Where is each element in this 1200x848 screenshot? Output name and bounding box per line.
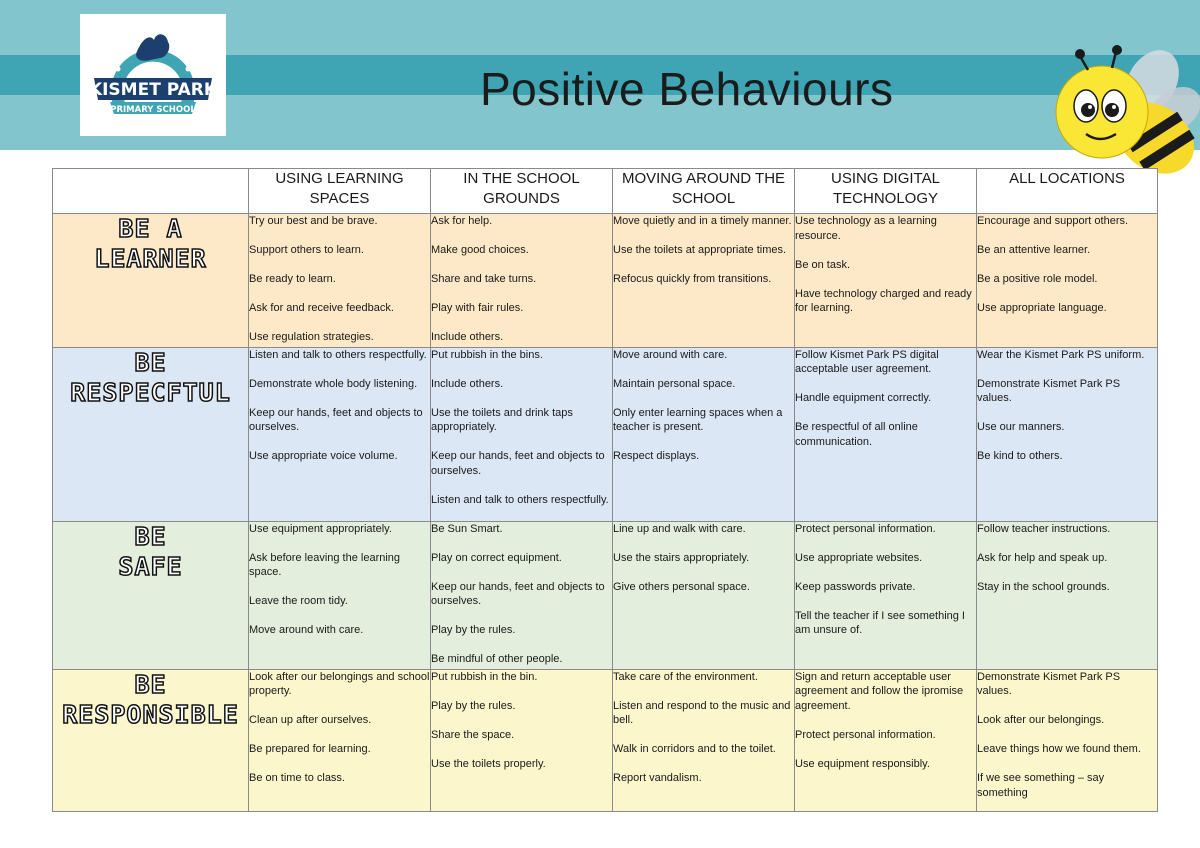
cell-item: Use regulation strategies. <box>249 331 374 343</box>
cell-item: Use appropriate websites. <box>795 551 923 564</box>
cell-item: Listen and talk to others respectfully. <box>249 348 427 361</box>
matrix-cell <box>249 214 431 348</box>
row-label <box>53 347 249 521</box>
row-label-line1: BE <box>134 521 167 551</box>
column-header: IN THE SCHOOL GROUNDS <box>431 169 613 214</box>
row-label <box>53 521 249 669</box>
matrix-cell <box>249 521 431 669</box>
cell-item: Give others personal space. <box>613 580 750 593</box>
column-header: USING LEARNING SPACES <box>249 169 431 214</box>
cell-item: Encourage and support others. <box>977 215 1129 227</box>
corner-cell <box>53 169 249 214</box>
cell-item: Refocus quickly from transitions. <box>613 273 772 285</box>
cell-item: Use appropriate voice volume. <box>249 450 398 462</box>
bee-illustration <box>1030 38 1200 178</box>
cell-item: Make good choices. <box>431 244 529 256</box>
cell-item: Use the toilets properly. <box>431 757 546 770</box>
cell-item: Put rubbish in the bin. <box>431 670 538 683</box>
cell-item: Use appropriate language. <box>977 302 1107 314</box>
cell-item: Be Sun Smart. <box>431 522 503 535</box>
cell-item: If we see something – say something <box>977 772 1105 799</box>
cell-item: Be a positive role model. <box>977 273 1098 285</box>
row-safe <box>53 521 1158 669</box>
cell-item: Report vandalism. <box>613 772 702 784</box>
cell-item: Be ready to learn. <box>249 273 336 285</box>
cell-item: Ask before leaving the learning space. <box>249 551 401 578</box>
cell-item: Use the toilets at appropriate times. <box>613 244 787 256</box>
cell-item: Move around with care. <box>249 624 364 636</box>
cell-item: Keep our hands, feet and objects to ourselves. <box>431 580 605 607</box>
cell-item: Include others. <box>431 331 504 343</box>
cell-item: Leave the room tidy. <box>249 595 348 607</box>
cell-item: Tell the teacher if I see something I am unsure of. <box>795 609 965 636</box>
matrix-cell <box>613 214 795 348</box>
cell-item: Play on correct equipment. <box>431 551 562 564</box>
cell-item: Move quietly and in a timely manner. <box>613 215 792 227</box>
cell-item: Try our best and be brave. <box>249 215 378 227</box>
matrix-cell <box>795 214 977 348</box>
row-label <box>53 214 249 348</box>
cell-item: Look after our belongings and school property. <box>249 670 430 697</box>
cell-item: Be on task. <box>795 258 851 271</box>
matrix-cell <box>249 669 431 811</box>
cell-item: Wear the Kismet Park PS uniform. <box>977 348 1145 361</box>
cell-item: Sign and return acceptable user agreement and follow the ipromise agreement. <box>795 670 964 712</box>
cell-item: Stay in the school grounds. <box>977 580 1110 593</box>
cell-item: Leave things how we found them. <box>977 743 1141 755</box>
row-label-line1: BE <box>134 669 167 699</box>
row-label-line2: RESPECFTUL <box>70 377 231 407</box>
cell-item: Walk in corridors and to the toilet. <box>613 743 776 755</box>
cell-item: Use our manners. <box>977 421 1065 433</box>
cell-item: Share and take turns. <box>431 273 537 285</box>
cell-item: Play with fair rules. <box>431 302 524 314</box>
cell-item: Follow Kismet Park PS digital acceptable user agreement. <box>795 348 939 375</box>
matrix-cell <box>977 347 1158 521</box>
cell-item: Use the toilets and drink taps appropriately. <box>431 406 573 433</box>
cell-item: Demonstrate Kismet Park PS values. <box>977 670 1121 697</box>
row-label-line2: RESPONSIBLE <box>62 699 239 729</box>
cell-item: Demonstrate whole body listening. <box>249 377 418 390</box>
cell-item: Play by the rules. <box>431 624 516 636</box>
matrix-cell <box>613 347 795 521</box>
matrix-cell <box>431 669 613 811</box>
matrix-cell <box>613 669 795 811</box>
row-respectful <box>53 347 1158 521</box>
matrix-cell <box>431 214 613 348</box>
cell-item: Include others. <box>431 377 504 390</box>
cell-item: Ask for and receive feedback. <box>249 302 394 314</box>
matrix-cell <box>431 347 613 521</box>
cell-item: Be respectful of all online communication. <box>795 421 918 448</box>
matrix-cell <box>795 347 977 521</box>
row-label <box>53 669 249 811</box>
cell-item: Line up and walk with care. <box>613 522 746 535</box>
logo-name: KISMET PARK <box>88 80 218 100</box>
cell-item: Use the stairs appropriately. <box>613 551 750 564</box>
cell-item: Play by the rules. <box>431 699 516 712</box>
matrix-cell <box>977 669 1158 811</box>
cell-item: Use equipment appropriately. <box>249 522 392 535</box>
cell-item: Ask for help. <box>431 215 493 227</box>
cell-item: Handle equipment correctly. <box>795 392 932 404</box>
behaviour-matrix <box>52 168 1158 812</box>
cell-item: Clean up after ourselves. <box>249 714 372 726</box>
row-label-line2: LEARNER <box>94 244 207 273</box>
cell-item: Respect displays. <box>613 450 700 462</box>
row-label-line1: BE <box>134 347 167 377</box>
cell-item: Keep passwords private. <box>795 580 916 593</box>
cell-item: Be kind to others. <box>977 450 1063 462</box>
page-title: Positive Behaviours <box>480 63 894 115</box>
row-label-line1: BE A <box>118 214 183 243</box>
cell-item: Support others to learn. <box>249 244 364 256</box>
cell-item: Share the space. <box>431 728 515 741</box>
cell-item: Be on time to class. <box>249 772 345 784</box>
cell-item: Put rubbish in the bins. <box>431 348 543 361</box>
cell-item: Listen and respond to the music and bell. <box>613 699 791 726</box>
cell-item: Ask for help and speak up. <box>977 551 1108 564</box>
cell-item: Use technology as a learning resource. <box>795 215 937 242</box>
matrix-cell <box>431 521 613 669</box>
cell-item: Demonstrate Kismet Park PS values. <box>977 377 1121 404</box>
cell-item: Keep our hands, feet and objects to ourselves. <box>431 450 605 477</box>
header-row <box>53 169 1158 214</box>
cell-item: Use equipment responsibly. <box>795 757 930 770</box>
logo-subtitle: PRIMARY SCHOOL <box>110 105 196 115</box>
school-logo <box>80 14 226 136</box>
cell-item: Follow teacher instructions. <box>977 522 1111 535</box>
matrix-cell <box>795 669 977 811</box>
row-learner <box>53 214 1158 348</box>
cell-item: Be mindful of other people. <box>431 653 563 665</box>
cell-item: Take care of the environment. <box>613 670 758 683</box>
matrix-cell <box>613 521 795 669</box>
cell-item: Listen and talk to others respectfully. <box>431 493 609 506</box>
column-header: USING DIGITAL TECHNOLOGY <box>795 169 977 214</box>
cell-item: Protect personal information. <box>795 728 936 741</box>
cell-item: Only enter learning spaces when a teacher is present. <box>613 406 783 433</box>
cell-item: Look after our belongings. <box>977 714 1105 726</box>
cell-item: Move around with care. <box>613 348 728 361</box>
column-header: ALL LOCATIONS <box>977 169 1158 214</box>
cell-item: Protect personal information. <box>795 522 936 535</box>
matrix-cell <box>977 214 1158 348</box>
row-label-line2: SAFE <box>118 551 183 581</box>
matrix-cell <box>795 521 977 669</box>
cell-item: Be an attentive learner. <box>977 244 1091 256</box>
cell-item: Be prepared for learning. <box>249 743 371 755</box>
matrix-cell <box>977 521 1158 669</box>
cell-item: Have technology charged and ready for learning. <box>795 287 972 314</box>
cell-item: Keep our hands, feet and objects to ourselves. <box>249 406 423 433</box>
matrix-cell <box>249 347 431 521</box>
row-responsible <box>53 669 1158 811</box>
cell-item: Maintain personal space. <box>613 377 736 390</box>
column-header: MOVING AROUND THE SCHOOL <box>613 169 795 214</box>
